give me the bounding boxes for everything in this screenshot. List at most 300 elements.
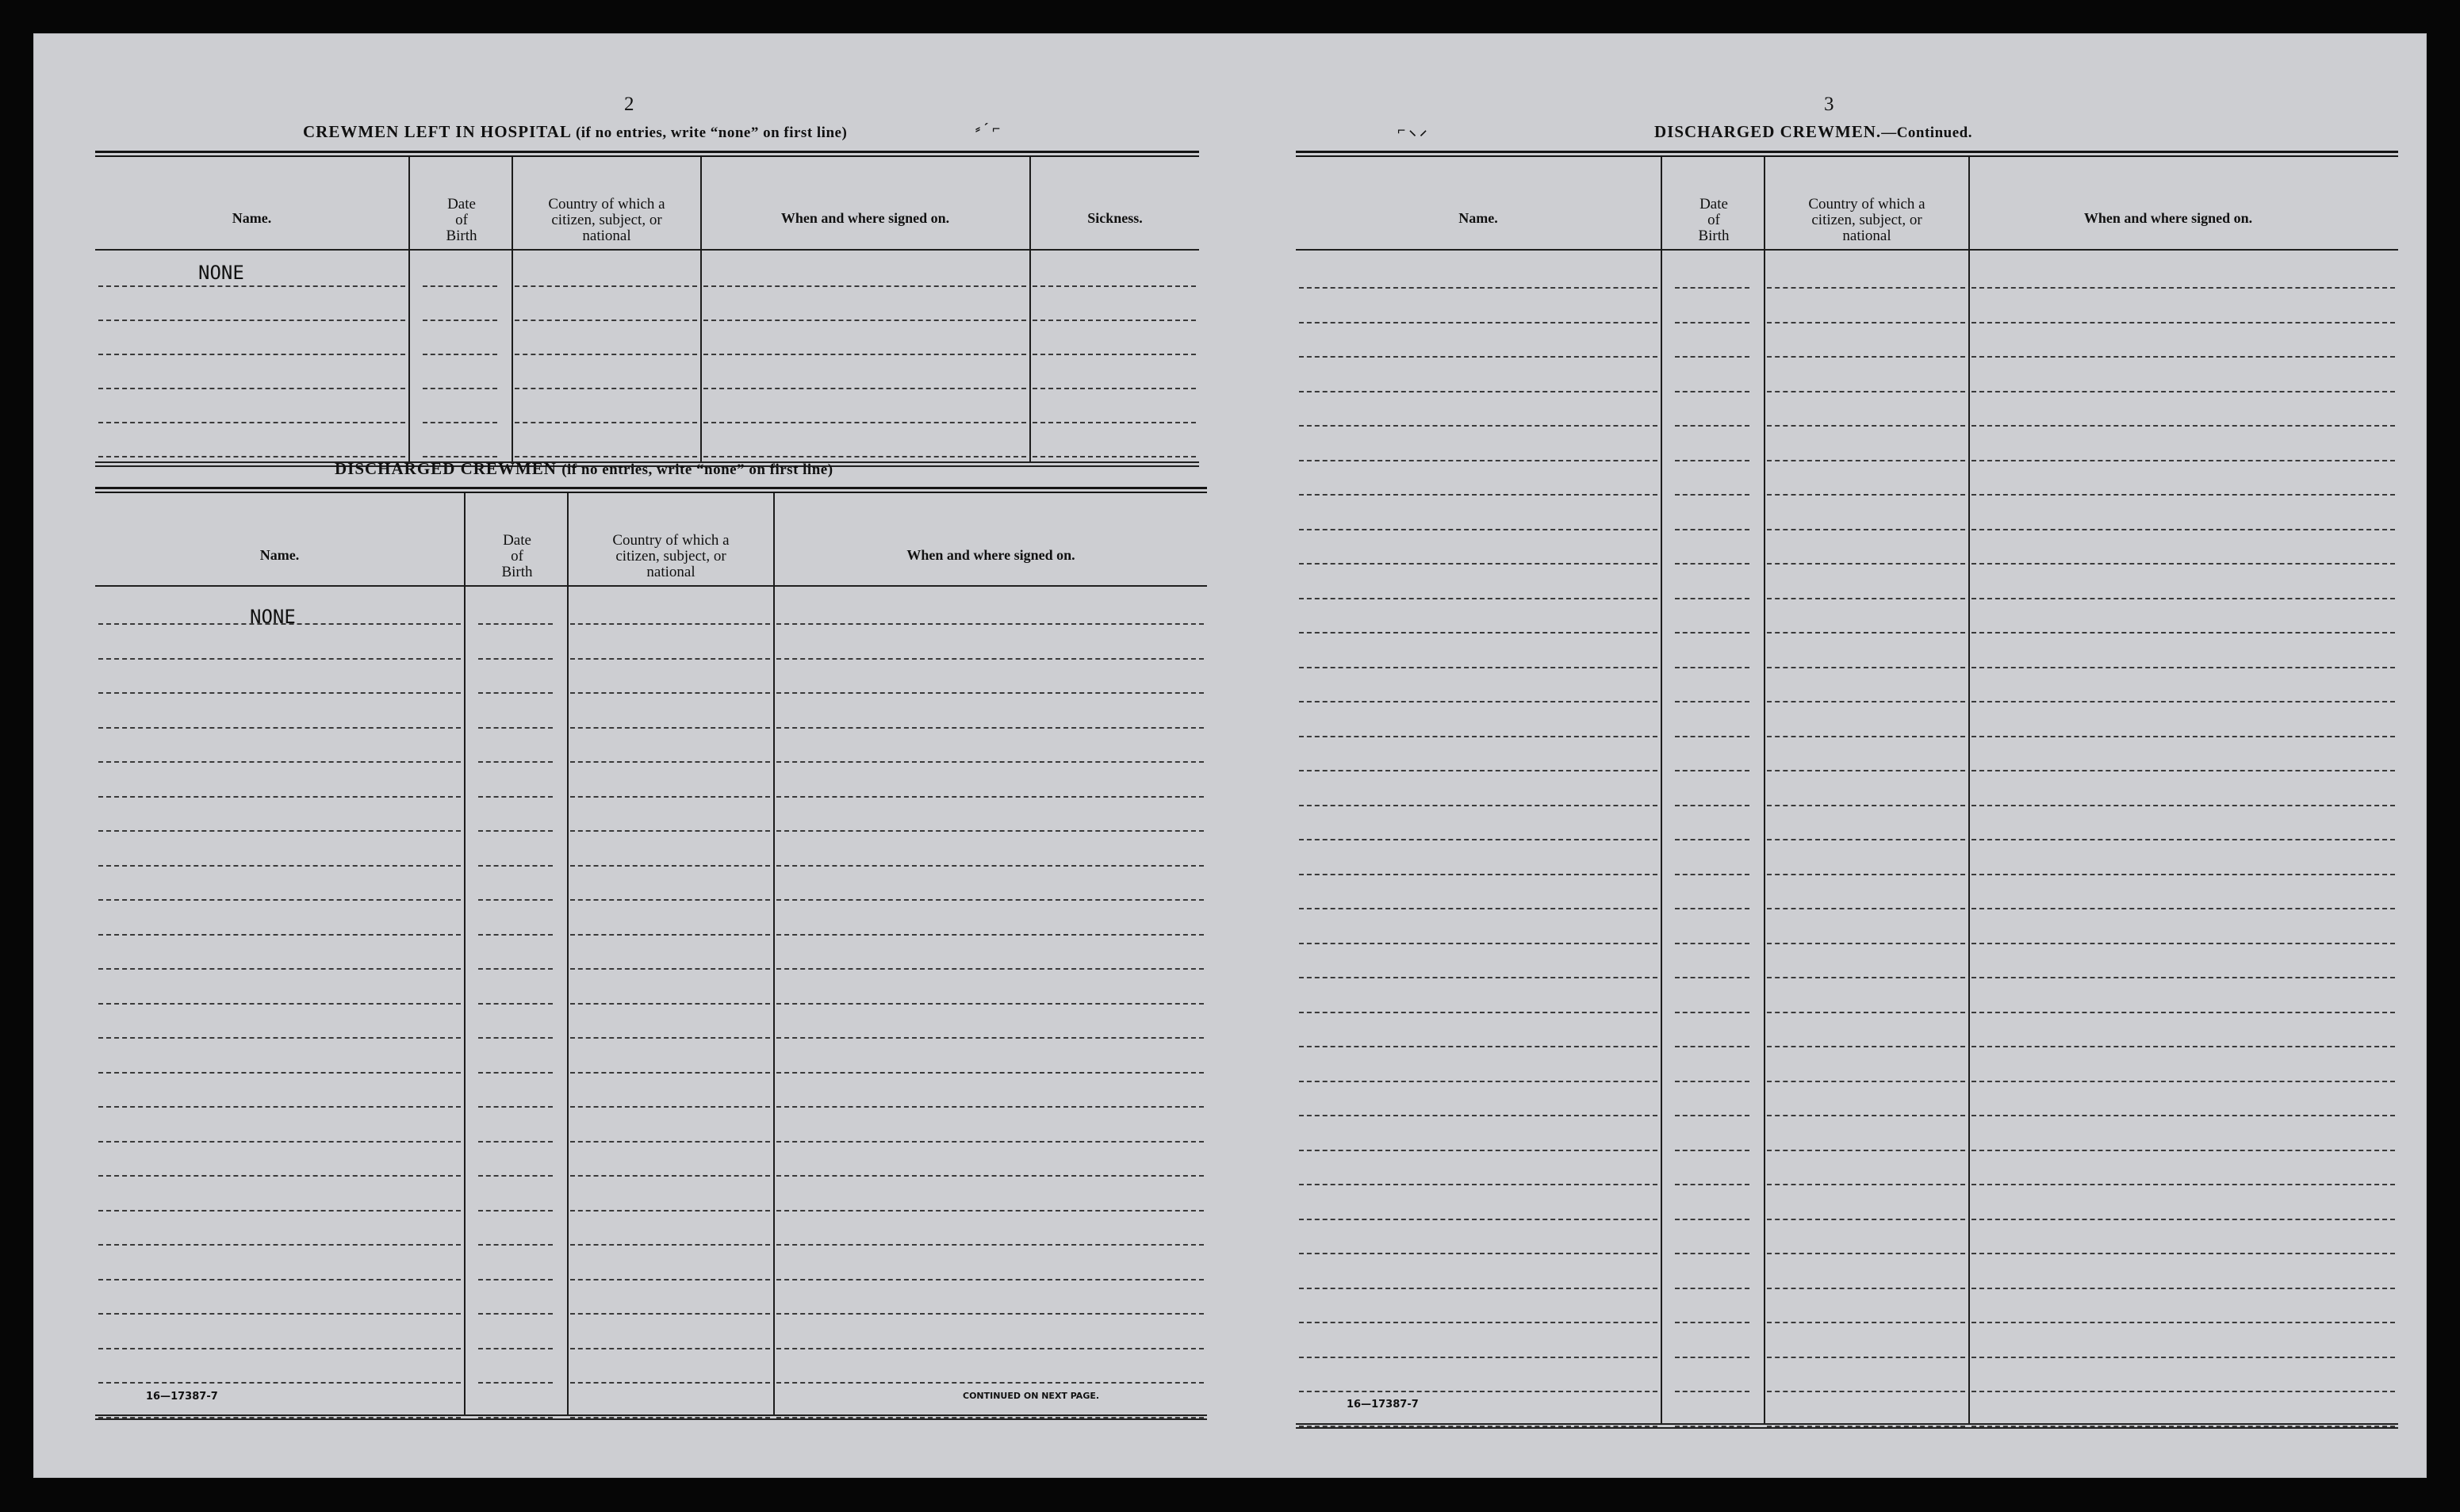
entry-line xyxy=(1675,632,1749,634)
entry-line xyxy=(1767,287,1965,289)
entry-line xyxy=(776,899,1204,901)
entry-line xyxy=(478,1279,553,1280)
hospital-entry-none: NONE xyxy=(198,262,244,284)
entry-line xyxy=(478,1313,553,1315)
entry-line xyxy=(1675,805,1749,806)
entry-line xyxy=(98,761,461,763)
entry-line xyxy=(776,1003,1204,1005)
entry-line xyxy=(1299,1253,1657,1254)
entry-line xyxy=(1299,322,1657,323)
entry-line xyxy=(776,1175,1204,1177)
entry-line xyxy=(1675,287,1749,289)
entry-line xyxy=(1299,1288,1657,1289)
table-bottom-rule-2 xyxy=(1296,1427,2398,1429)
hospital-col-signed: When and where signed on. xyxy=(780,210,950,226)
entry-line xyxy=(703,422,1026,423)
entry-line xyxy=(570,1003,770,1005)
entry-line xyxy=(1299,425,1657,427)
entry-line xyxy=(98,1106,461,1108)
entry-line xyxy=(1971,1046,2395,1047)
entry-line xyxy=(1971,1012,2395,1013)
entry-line xyxy=(776,1244,1204,1246)
entry-line xyxy=(1299,1012,1657,1013)
entry-line xyxy=(98,1141,461,1143)
entry-line xyxy=(1971,598,2395,599)
entry-line xyxy=(570,968,770,970)
entry-line xyxy=(776,934,1204,936)
entry-line xyxy=(1033,354,1196,355)
entry-line xyxy=(1299,598,1657,599)
entry-line xyxy=(1675,1081,1749,1082)
entry-line xyxy=(478,658,553,660)
entry-line xyxy=(98,623,461,625)
entry-line xyxy=(1767,425,1965,427)
column-divider xyxy=(512,157,513,461)
right-title-text: DISCHARGED CREWMEN. xyxy=(1654,122,1882,141)
entry-line xyxy=(1033,320,1196,321)
entry-line xyxy=(98,1175,461,1177)
continued-note: CONTINUED ON NEXT PAGE. xyxy=(963,1391,1100,1401)
entry-line xyxy=(1971,874,2395,875)
entry-line xyxy=(703,456,1026,457)
entry-line xyxy=(1299,1150,1657,1151)
entry-line xyxy=(1675,736,1749,737)
entry-line xyxy=(98,1072,461,1074)
entry-line xyxy=(1675,460,1749,461)
right-form-number: 16—17387-7 xyxy=(1347,1399,1419,1411)
entry-line xyxy=(1299,1115,1657,1116)
entry-line xyxy=(1971,563,2395,565)
entry-line xyxy=(1299,1046,1657,1047)
entry-line xyxy=(703,285,1026,287)
entry-line xyxy=(570,1037,770,1039)
column-divider xyxy=(1764,157,1765,1423)
entry-line xyxy=(1675,322,1749,323)
entry-line xyxy=(98,456,405,457)
entry-line xyxy=(776,1210,1204,1212)
entry-line xyxy=(478,1141,553,1143)
entry-line xyxy=(570,727,770,729)
entry-line xyxy=(1299,908,1657,909)
entry-line xyxy=(570,692,770,694)
entry-line xyxy=(98,830,461,832)
table-top-rule-2 xyxy=(95,155,1199,157)
entry-line xyxy=(478,761,553,763)
hospital-title-text: CREWMEN LEFT IN HOSPITAL xyxy=(303,122,571,141)
right-page-number: 3 xyxy=(1824,94,1834,115)
entry-line xyxy=(776,727,1204,729)
entry-line xyxy=(1971,805,2395,806)
entry-line xyxy=(1971,839,2395,840)
entry-line xyxy=(98,1382,461,1384)
entry-line xyxy=(1971,356,2395,358)
entry-line xyxy=(1299,529,1657,530)
entry-line xyxy=(1767,563,1965,565)
entry-line xyxy=(1971,701,2395,702)
entry-line xyxy=(1299,977,1657,978)
entry-line xyxy=(1675,1012,1749,1013)
table-top-rule-2 xyxy=(1296,155,2398,157)
entry-line xyxy=(1767,1288,1965,1289)
stray-mark: ⸗ ˊ ⌐ xyxy=(975,121,1001,136)
column-divider xyxy=(464,493,466,1414)
entry-line xyxy=(1971,391,2395,392)
entry-line xyxy=(570,1106,770,1108)
entry-line xyxy=(1675,529,1749,530)
entry-line xyxy=(1675,770,1749,771)
entry-line xyxy=(1971,460,2395,461)
entry-line xyxy=(478,796,553,798)
entry-line xyxy=(98,899,461,901)
entry-line xyxy=(98,285,405,287)
right-col-name: Name. xyxy=(1458,210,1498,226)
entry-line xyxy=(1971,1288,2395,1289)
entry-line xyxy=(776,796,1204,798)
column-divider xyxy=(1661,157,1662,1423)
entry-line xyxy=(515,456,697,457)
entry-line xyxy=(776,761,1204,763)
entry-line xyxy=(1299,770,1657,771)
entry-line xyxy=(478,1072,553,1074)
entry-line xyxy=(98,1244,461,1246)
right-col-country: Country of which a citizen, subject, or national xyxy=(1808,196,1925,244)
entry-line xyxy=(1971,1150,2395,1151)
entry-line xyxy=(1299,1081,1657,1082)
entry-line xyxy=(1767,770,1965,771)
entry-line xyxy=(1675,1322,1749,1323)
entry-line xyxy=(1675,1184,1749,1185)
entry-line xyxy=(423,456,497,457)
table-bottom-rule xyxy=(1296,1423,2398,1425)
entry-line xyxy=(1767,1184,1965,1185)
entry-line xyxy=(1675,1357,1749,1358)
table-top-rule xyxy=(95,151,1199,153)
entry-line xyxy=(1767,701,1965,702)
discharged-section-title xyxy=(335,459,833,479)
entry-line xyxy=(1971,529,2395,530)
entry-line xyxy=(1767,632,1965,634)
column-divider xyxy=(1029,157,1031,461)
table-bottom-rule-2 xyxy=(95,1418,1207,1420)
entry-line xyxy=(1675,1115,1749,1116)
entry-line xyxy=(1971,287,2395,289)
entry-line xyxy=(478,1348,553,1349)
discharged-entry-none: NONE xyxy=(250,606,296,628)
entry-line xyxy=(1675,701,1749,702)
entry-line xyxy=(478,1244,553,1246)
entry-line xyxy=(1299,563,1657,565)
header-rule xyxy=(95,585,1207,587)
entry-line xyxy=(1675,908,1749,909)
discharged-table-right xyxy=(1296,151,2398,1434)
entry-line xyxy=(1767,1115,1965,1116)
entry-line xyxy=(1971,1184,2395,1185)
entry-line xyxy=(570,1279,770,1280)
entry-line xyxy=(423,354,497,355)
entry-line xyxy=(570,1210,770,1212)
entry-line xyxy=(1971,425,2395,427)
entry-line xyxy=(478,1003,553,1005)
entry-line xyxy=(98,1003,461,1005)
discharged-col-signed: When and where signed on. xyxy=(906,547,1075,563)
table-top-rule-2 xyxy=(95,492,1207,493)
entry-line xyxy=(1299,805,1657,806)
entry-line xyxy=(1971,908,2395,909)
entry-line xyxy=(1675,563,1749,565)
entry-line xyxy=(570,1348,770,1349)
right-col-dob: Date of Birth xyxy=(1698,196,1730,244)
entry-line xyxy=(98,1210,461,1212)
entry-line xyxy=(1767,356,1965,358)
entry-line xyxy=(1971,770,2395,771)
entry-line xyxy=(570,761,770,763)
hospital-col-dob: Date of Birth xyxy=(446,196,477,244)
entry-line xyxy=(1971,1391,2395,1392)
hospital-table xyxy=(95,151,1199,468)
entry-line xyxy=(776,623,1204,625)
entry-line xyxy=(98,320,405,321)
entry-line xyxy=(1675,874,1749,875)
table-bottom-rule xyxy=(95,1414,1207,1416)
entry-line xyxy=(1675,1391,1749,1392)
entry-line xyxy=(1767,943,1965,944)
entry-line xyxy=(1675,839,1749,840)
entry-line xyxy=(1675,1253,1749,1254)
entry-line xyxy=(776,1141,1204,1143)
entry-line xyxy=(1675,1288,1749,1289)
entry-line xyxy=(776,1348,1204,1349)
column-divider xyxy=(773,493,775,1414)
entry-line xyxy=(1299,1391,1657,1392)
entry-line xyxy=(98,968,461,970)
entry-line xyxy=(1299,874,1657,875)
entry-line xyxy=(570,865,770,867)
table-top-rule xyxy=(1296,151,2398,153)
entry-line xyxy=(1299,1357,1657,1358)
entry-line xyxy=(570,1141,770,1143)
entry-line xyxy=(1033,285,1196,287)
entry-line xyxy=(570,934,770,936)
entry-line xyxy=(1675,1150,1749,1151)
entry-line xyxy=(1299,701,1657,702)
entry-line xyxy=(1299,494,1657,496)
document-sheet xyxy=(33,33,2427,1478)
entry-line xyxy=(1971,322,2395,323)
entry-line xyxy=(1767,1150,1965,1151)
entry-line xyxy=(515,320,697,321)
entry-line xyxy=(1767,1046,1965,1047)
entry-line xyxy=(776,658,1204,660)
discharged-table-left xyxy=(95,487,1207,1421)
entry-line xyxy=(703,320,1026,321)
entry-line xyxy=(1299,356,1657,358)
entry-line xyxy=(776,865,1204,867)
entry-line xyxy=(1299,943,1657,944)
entry-line xyxy=(515,285,697,287)
discharged-col-country: Country of which a citizen, subject, or national xyxy=(612,532,730,580)
entry-line xyxy=(1299,1322,1657,1323)
entry-line xyxy=(1971,1322,2395,1323)
entry-line xyxy=(478,623,553,625)
header-rule xyxy=(95,249,1199,251)
entry-line xyxy=(1033,422,1196,423)
column-divider xyxy=(567,493,569,1414)
hospital-col-country: Country of which a citizen, subject, or national xyxy=(548,196,665,244)
entry-line xyxy=(1299,839,1657,840)
entry-line xyxy=(570,1313,770,1315)
entry-line xyxy=(98,354,405,355)
entry-line xyxy=(1299,1184,1657,1185)
entry-line xyxy=(98,1037,461,1039)
entry-line xyxy=(776,1106,1204,1108)
entry-line xyxy=(98,422,405,423)
discharged-col-dob: Date of Birth xyxy=(501,532,533,580)
column-divider xyxy=(1968,157,1970,1423)
entry-line xyxy=(776,1037,1204,1039)
entry-line xyxy=(423,422,497,423)
entry-line xyxy=(776,830,1204,832)
entry-line xyxy=(1299,287,1657,289)
entry-line xyxy=(1299,632,1657,634)
entry-line xyxy=(1675,598,1749,599)
entry-line xyxy=(1675,1219,1749,1220)
header-rule xyxy=(1296,249,2398,251)
entry-line xyxy=(478,1106,553,1108)
entry-line xyxy=(1033,388,1196,389)
entry-line xyxy=(776,1382,1204,1384)
entry-line xyxy=(98,727,461,729)
entry-line xyxy=(423,388,497,389)
entry-line xyxy=(1767,667,1965,668)
entry-line xyxy=(1675,391,1749,392)
entry-line xyxy=(1767,1081,1965,1082)
entry-line xyxy=(703,354,1026,355)
entry-line xyxy=(1971,943,2395,944)
entry-line xyxy=(478,1382,553,1384)
entry-line xyxy=(478,968,553,970)
entry-line xyxy=(98,1348,461,1349)
entry-line xyxy=(478,934,553,936)
table-top-rule xyxy=(95,487,1207,489)
hospital-section-title xyxy=(303,122,847,142)
entry-line xyxy=(1299,460,1657,461)
left-page-number: 2 xyxy=(624,94,634,115)
entry-line xyxy=(1971,736,2395,737)
entry-line xyxy=(1675,943,1749,944)
entry-line xyxy=(1767,1322,1965,1323)
entry-line xyxy=(1971,494,2395,496)
entry-line xyxy=(570,830,770,832)
entry-line xyxy=(478,830,553,832)
entry-line xyxy=(703,388,1026,389)
entry-line xyxy=(1767,529,1965,530)
entry-line xyxy=(1675,425,1749,427)
entry-line xyxy=(570,1175,770,1177)
entry-line xyxy=(570,1382,770,1384)
entry-line xyxy=(1767,598,1965,599)
entry-line xyxy=(1299,736,1657,737)
right-title-suffix: —Continued. xyxy=(1881,124,1972,141)
left-form-number: 16—17387-7 xyxy=(146,1391,218,1403)
column-divider xyxy=(700,157,702,461)
entry-line xyxy=(1767,805,1965,806)
entry-line xyxy=(1767,322,1965,323)
discharged-title-text: DISCHARGED CREWMEN xyxy=(335,459,557,478)
entry-line xyxy=(423,320,497,321)
entry-line xyxy=(1767,1012,1965,1013)
hospital-col-name: Name. xyxy=(232,210,272,226)
entry-line xyxy=(1767,494,1965,496)
entry-line xyxy=(1767,1357,1965,1358)
entry-line xyxy=(98,692,461,694)
entry-line xyxy=(1767,839,1965,840)
entry-line xyxy=(570,796,770,798)
entry-line xyxy=(1767,874,1965,875)
entry-line xyxy=(1971,1081,2395,1082)
entry-line xyxy=(478,899,553,901)
entry-line xyxy=(478,1037,553,1039)
entry-line xyxy=(1767,1253,1965,1254)
entry-line xyxy=(1299,391,1657,392)
entry-line xyxy=(1767,460,1965,461)
entry-line xyxy=(776,1072,1204,1074)
entry-line xyxy=(570,658,770,660)
entry-line xyxy=(478,692,553,694)
entry-line xyxy=(776,692,1204,694)
entry-line xyxy=(98,1313,461,1315)
stray-mark: ⌐ ⸜ ⸝ xyxy=(1397,122,1427,138)
entry-line xyxy=(570,899,770,901)
entry-line xyxy=(1675,977,1749,978)
entry-line xyxy=(1971,667,2395,668)
entry-line xyxy=(423,285,497,287)
entry-line xyxy=(515,388,697,389)
entry-line xyxy=(570,1072,770,1074)
entry-line xyxy=(98,388,405,389)
entry-line xyxy=(1971,632,2395,634)
entry-line xyxy=(1971,1357,2395,1358)
entry-line xyxy=(1767,391,1965,392)
entry-line xyxy=(478,1175,553,1177)
entry-line xyxy=(776,1313,1204,1315)
entry-line xyxy=(98,865,461,867)
hospital-instruction: (if no entries, write “none” on first line) xyxy=(575,124,848,141)
entry-line xyxy=(1767,908,1965,909)
entry-line xyxy=(515,354,697,355)
entry-line xyxy=(98,934,461,936)
entry-line xyxy=(1971,1253,2395,1254)
entry-line xyxy=(98,796,461,798)
hospital-col-sickness: Sickness. xyxy=(1087,210,1143,226)
entry-line xyxy=(1767,1219,1965,1220)
entry-line xyxy=(570,623,770,625)
entry-line xyxy=(570,1244,770,1246)
entry-line xyxy=(478,865,553,867)
entry-line xyxy=(1299,1219,1657,1220)
entry-line xyxy=(776,968,1204,970)
entry-line xyxy=(1033,456,1196,457)
entry-line xyxy=(1971,977,2395,978)
entry-line xyxy=(478,727,553,729)
entry-line xyxy=(1675,494,1749,496)
entry-line xyxy=(1971,1219,2395,1220)
entry-line xyxy=(1767,1391,1965,1392)
entry-line xyxy=(98,658,461,660)
entry-line xyxy=(98,1279,461,1280)
entry-line xyxy=(1675,667,1749,668)
discharged-col-name: Name. xyxy=(259,547,300,563)
entry-line xyxy=(1299,667,1657,668)
